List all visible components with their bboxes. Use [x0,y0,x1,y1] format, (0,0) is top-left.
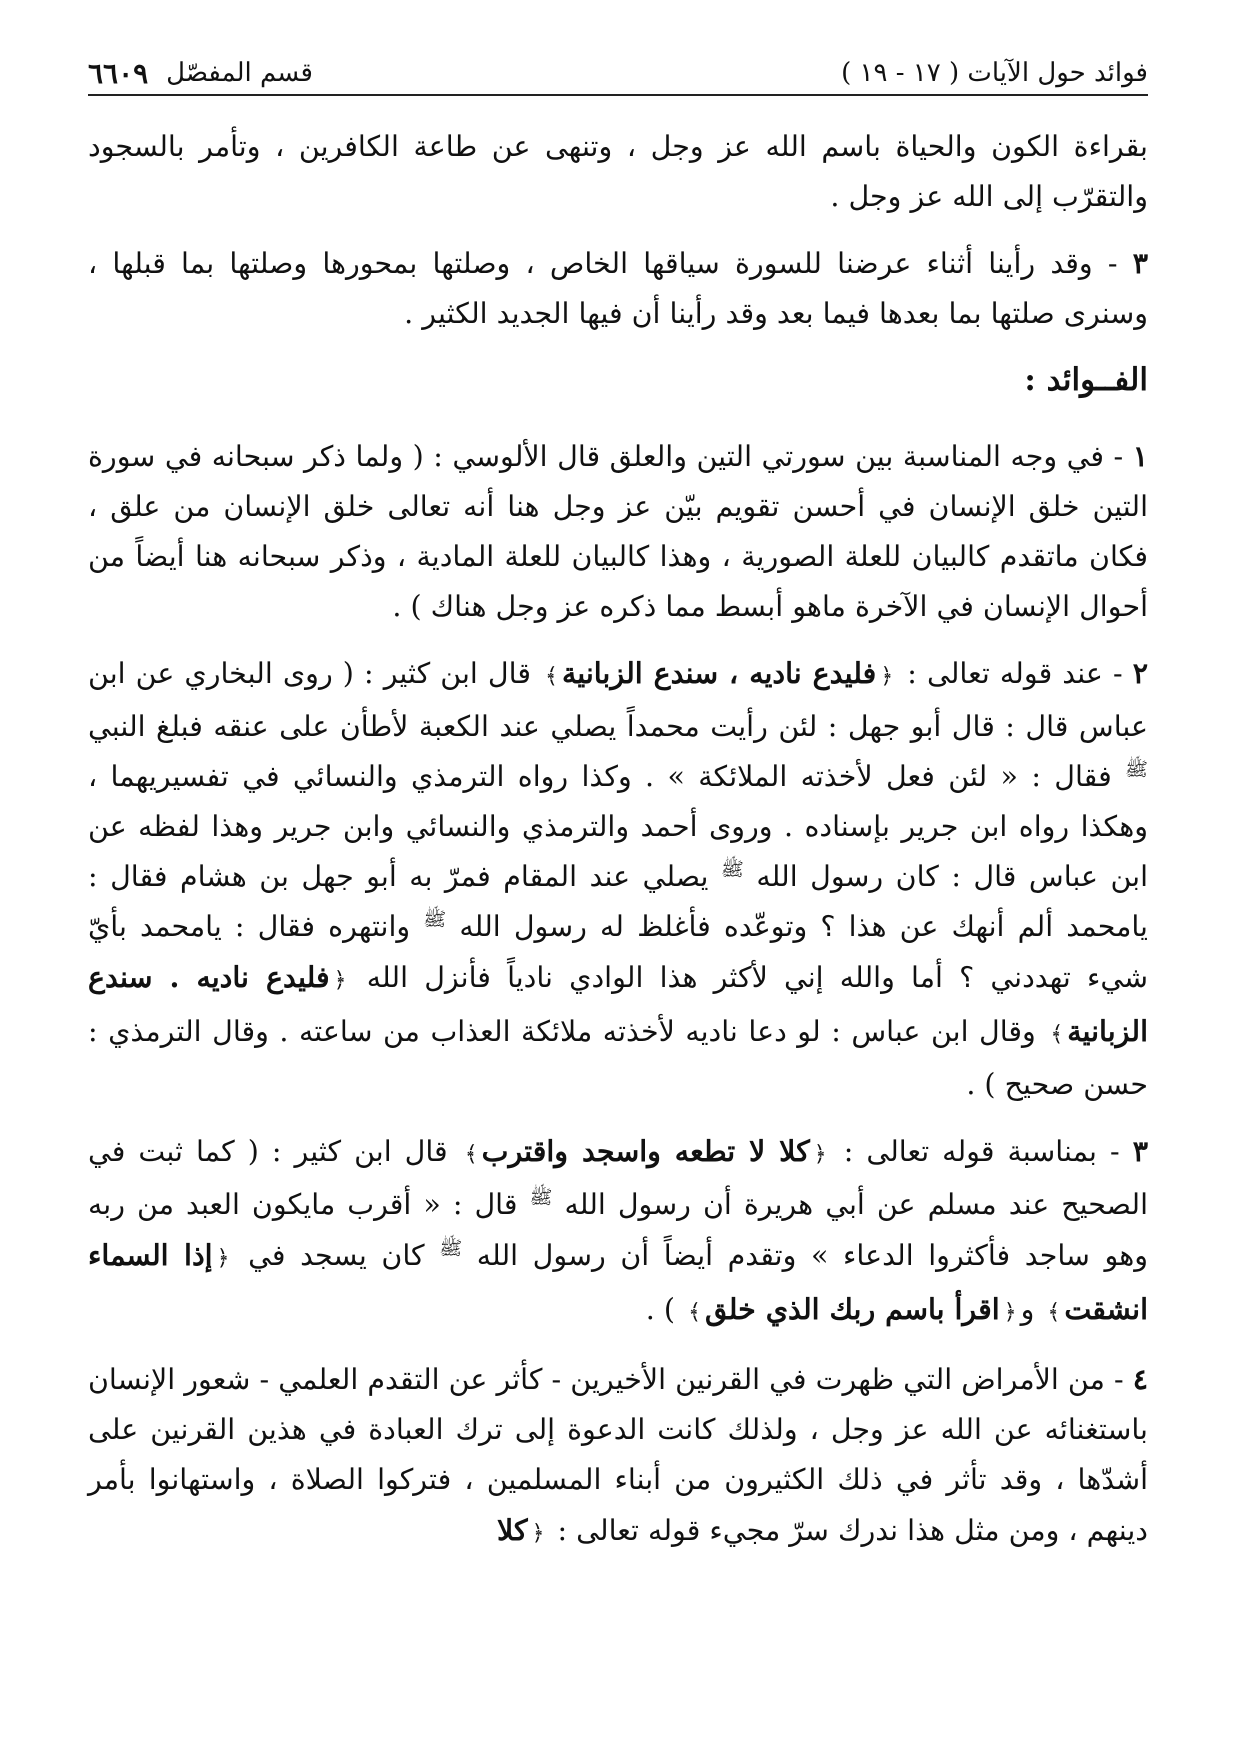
ayah-bracket-open-icon: ﴿ [880,664,894,689]
quran-verse: فليدع ناديه ، سندع الزبانية [561,656,877,690]
header-section-info [88,57,313,90]
pbuh-ligature-icon: ﷺ [529,1186,553,1209]
page-content [88,122,1148,1559]
pbuh-ligature-icon: ﷺ [1125,758,1148,781]
header-section-name: قسم المفصّل [166,58,313,88]
ayah-bracket-open-icon: ﴿ [1003,1300,1017,1325]
ayah-bracket-open-icon: ﴿ [813,1142,827,1167]
ayah-bracket-close-icon: ﴾ [1047,1300,1061,1325]
item-text: ) . [645,1293,675,1326]
page-number: ٦٦٠٩ [88,56,149,90]
item-number: ٤ [1132,1362,1149,1396]
section-heading-fawaid: الفــوائد : [1024,362,1148,398]
pbuh-ligature-icon: ﷺ [423,908,447,931]
pbuh-ligature-icon: ﷺ [439,1237,463,1260]
intro-text: بقراءة الكون والحياة باسم الله عز وجل ، وتنهى عن طاعة الكافرين ، وتأمر بالسجود والتقرّب إلى الله عز وجل . [88,130,1148,213]
fawaid-item-3 [88,1126,1148,1338]
item-text: قال ابن كثير : ( روى البخاري عن ابن عباس قال : قال أبو جهل : لئن رأيت محمداً يصلي عند الكعبة لأطأن على عنقه فبلغ النبي [88,657,1148,743]
paragraph-number: ٣ [1132,246,1148,280]
item-text: قال ابن كثير : ( كما ثبت في الصحيح عند مسلم عن أبي هريرة أن رسول الله [88,1135,1148,1221]
ayah-bracket-close-icon: ﴾ [688,1300,701,1325]
fawaid-item-1 [88,431,1148,632]
item-number: ٣ [1132,1134,1149,1168]
ayah-bracket-close-icon: ﴾ [1050,1022,1064,1047]
item-number: ٢ [1132,656,1148,690]
quran-verse: كلا [496,1513,528,1547]
quran-verse: إذا السماء انشقت [88,1238,1148,1326]
ayah-bracket-open-icon: ﴿ [531,1521,545,1546]
item-text: يصلي عند المقام فمرّ به أبو جهل بن هشام فقال : يامحمد ألم أنهك عن هذا ؟ وتوعّده فأغلظ له رسول الله [88,860,1148,943]
item-text: قال : « أقرب مايكون العبد من ربه وهو ساجد فأكثروا الدعاء » وتقدم أيضاً أن رسول الله [88,1188,1148,1272]
item-text: فقال : « لئن فعل لأخذته الملائكة » . وكذا رواه الترمذي والنسائي في تفسيريهما ، وهكذا رواه ابن جرير بإسناده . وروى أحمد والترمذي والنسائي وابن جرير وهذا لفظه عن ابن عباس قال : كان رسول الله [88,760,1149,893]
quran-verse: فليدع ناديه . سندع الزبانية [88,960,1148,1048]
fawaid-item-2 [88,648,1148,1110]
fawaid-item-4 [88,1354,1148,1559]
item-text: - عند قوله تعالى : [907,657,1123,690]
running-header [88,52,1148,96]
quran-verse: اقرأ باسم ربك الذي خلق [704,1292,1000,1326]
document-page [88,52,1148,1712]
item-text: وانتهره فقال : يامحمد بأيّ شيء تهددني ؟ أما والله إني لأكثر هذا الوادي نادياً فأنزل الله [88,910,1149,994]
item-number: ١ [1132,439,1149,473]
item-text: - بمناسبة قوله تعالى : [843,1135,1120,1168]
item-text: - من الأمراض التي ظهرت في القرنين الأخيرين - كأثر عن التقدم العلمي - شعور الإنسان باستغنائه عن الله عز وجل ، ولذلك كانت الدعوة إلى ترك العبادة في هذين القرنين على أشدّها ، وقد تأثر في ذلك الكثيرون من أبناء المسلمين ، فتركوا الصلاة ، واستهانوا بأمر دينهم ، ومن مثل هذا ندرك سرّ مجيء قوله تعالى : [88,1363,1148,1547]
header-title: فوائد حول الآيات ( ١٧ - ١٩ ) [841,58,1148,88]
intro-paragraph-continued [88,122,1148,222]
paragraph-text: - وقد رأينا أثناء عرضنا للسورة سياقها الخاص ، وصلتها بمحورها وصلتها بما قبلها ، وسنرى صلتها بما بعدها فيما بعد وقد رأينا أن فيها الجديد الكثير . [88,247,1148,330]
item-text: كان يسجد في [248,1239,425,1272]
intro-paragraph-3 [88,238,1148,339]
ayah-bracket-open-icon: ﴿ [333,968,347,993]
ayah-bracket-close-icon: ﴾ [464,1142,478,1167]
item-text: وقال ابن عباس : لو دعا ناديه لأخذته ملائكة العذاب من ساعته . وقال الترمذي : حسن صحيح ) . [88,1015,1148,1101]
item-text: و [1020,1293,1035,1326]
quran-verse: كلا لا تطعه واسجد واقترب [481,1134,810,1168]
item-text: - في وجه المناسبة بين سورتي التين والعلق قال الألوسي : ( ولما ذكر سبحانه في سورة التين خلق الإنسان في أحسن تقويم بيّن عز وجل هنا أنه تعالى خلق الإنسان من علق ، فكان ماتقدم كالبيان للعلة الصورية ، وهذا كالبيان للعلة المادية ، وذكر سبحانه هنا أيضاً من أحوال الإنسان في الآخرة ماهو أبسط مما ذكره عز وجل هناك ) . [88,440,1148,623]
ayah-bracket-close-icon: ﴾ [545,664,558,689]
pbuh-ligature-icon: ﷺ [720,858,744,881]
ayah-bracket-open-icon: ﴿ [216,1246,230,1271]
